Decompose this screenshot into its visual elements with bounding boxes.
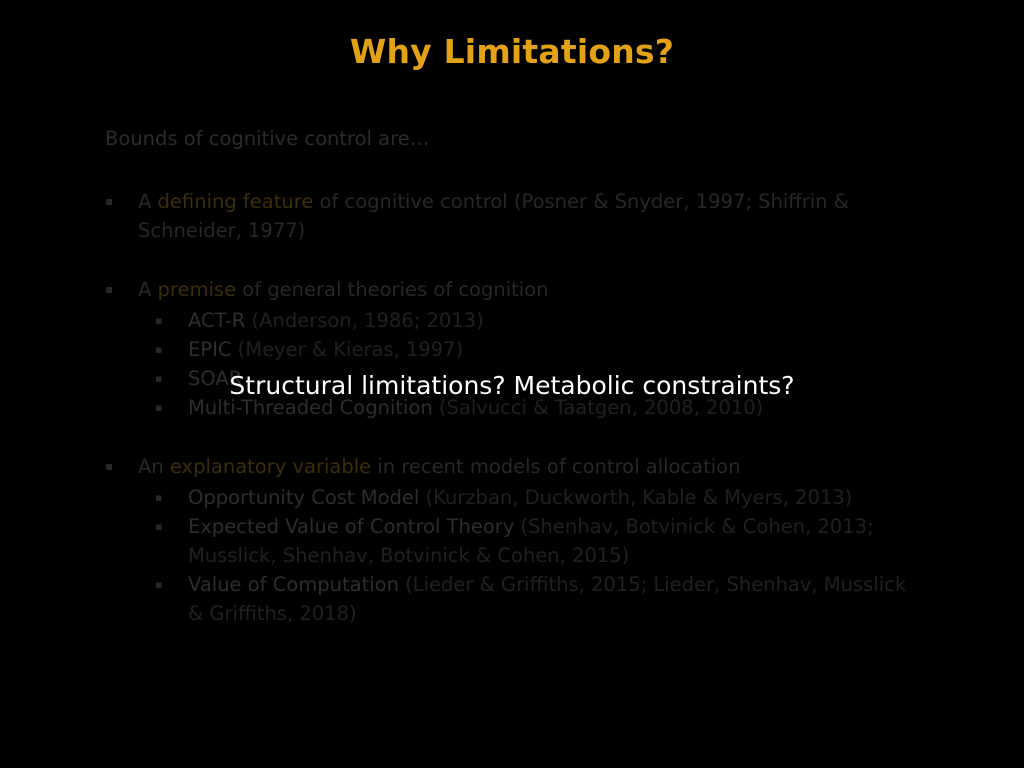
bullet-text-post: of general theories of cognition (236, 278, 549, 301)
bullet-explanatory-variable (105, 452, 925, 628)
sub-list (138, 483, 925, 628)
sub-item-name: EPIC (188, 338, 232, 361)
slide-title: Why Limitations? (349, 32, 675, 71)
sub-item-name: ACT-R (188, 309, 246, 332)
sub-item-name: Multi-Threaded Cognition (188, 396, 433, 419)
bullet-text-pre: A (138, 190, 158, 213)
sub-bullet-marker: ▪ (155, 520, 163, 533)
sub-item-cite: (Anderson, 1986; 2013) (245, 309, 484, 332)
overlay-caption (0, 366, 1024, 406)
overlay-caption-text: Structural limitations? Metabolic constraints? (229, 371, 795, 400)
sub-item (138, 335, 925, 364)
sub-bullet-marker: ▪ (155, 491, 163, 504)
bullet-text-post: of cognitive control (Posner & Snyder, 1997; Shiffrin & Schneider, 1977) (138, 190, 849, 242)
bullet-accent: defining feature (157, 190, 314, 213)
bullet-accent: premise (157, 278, 237, 301)
intro-text: Bounds of cognitive control are… (105, 127, 430, 150)
sub-item (138, 306, 925, 335)
bullet-text-post: in recent models of control allocation (371, 455, 741, 478)
bullet-marker: ▪ (105, 194, 114, 208)
sub-bullet-marker: ▪ (155, 343, 163, 356)
bullet-defining-feature (105, 187, 925, 245)
bullet-text-pre: An (138, 455, 170, 478)
bullet-marker: ▪ (105, 282, 114, 296)
sub-item-cite: (Kurzban, Duckworth, Kable & Myers, 2013) (419, 486, 853, 509)
sub-bullet-marker: ▪ (155, 401, 163, 414)
sub-item-name: Opportunity Cost Model (188, 486, 420, 509)
sub-item-name: Value of Computation (188, 573, 399, 596)
bullet-accent: explanatory variable (169, 455, 372, 478)
sub-item (138, 512, 925, 570)
bullet-text-pre: A (138, 278, 158, 301)
sub-item (138, 483, 925, 512)
sub-item-cite: (Shenhav, Botvinick & Cohen, 2013; Musslick, Shenhav, Botvinick & Cohen, 2015) (188, 515, 874, 567)
sub-item (138, 570, 925, 628)
bullet-marker: ▪ (105, 459, 114, 473)
sub-item-cite: (Meyer & Kieras, 1997) (231, 338, 464, 361)
sub-item-cite: (Lieder & Griffiths, 2015; Lieder, Shenhav, Musslick & Griffiths, 2018) (188, 573, 907, 625)
sub-bullet-marker: ▪ (155, 314, 163, 327)
sub-item-name: Expected Value of Control Theory (188, 515, 515, 538)
sub-item-cite: (Salvucci & Taatgen, 2008, 2010) (432, 396, 764, 419)
sub-bullet-marker: ▪ (155, 578, 163, 591)
sub-item-name: SOAR (188, 367, 243, 390)
sub-bullet-marker: ▪ (155, 372, 163, 385)
